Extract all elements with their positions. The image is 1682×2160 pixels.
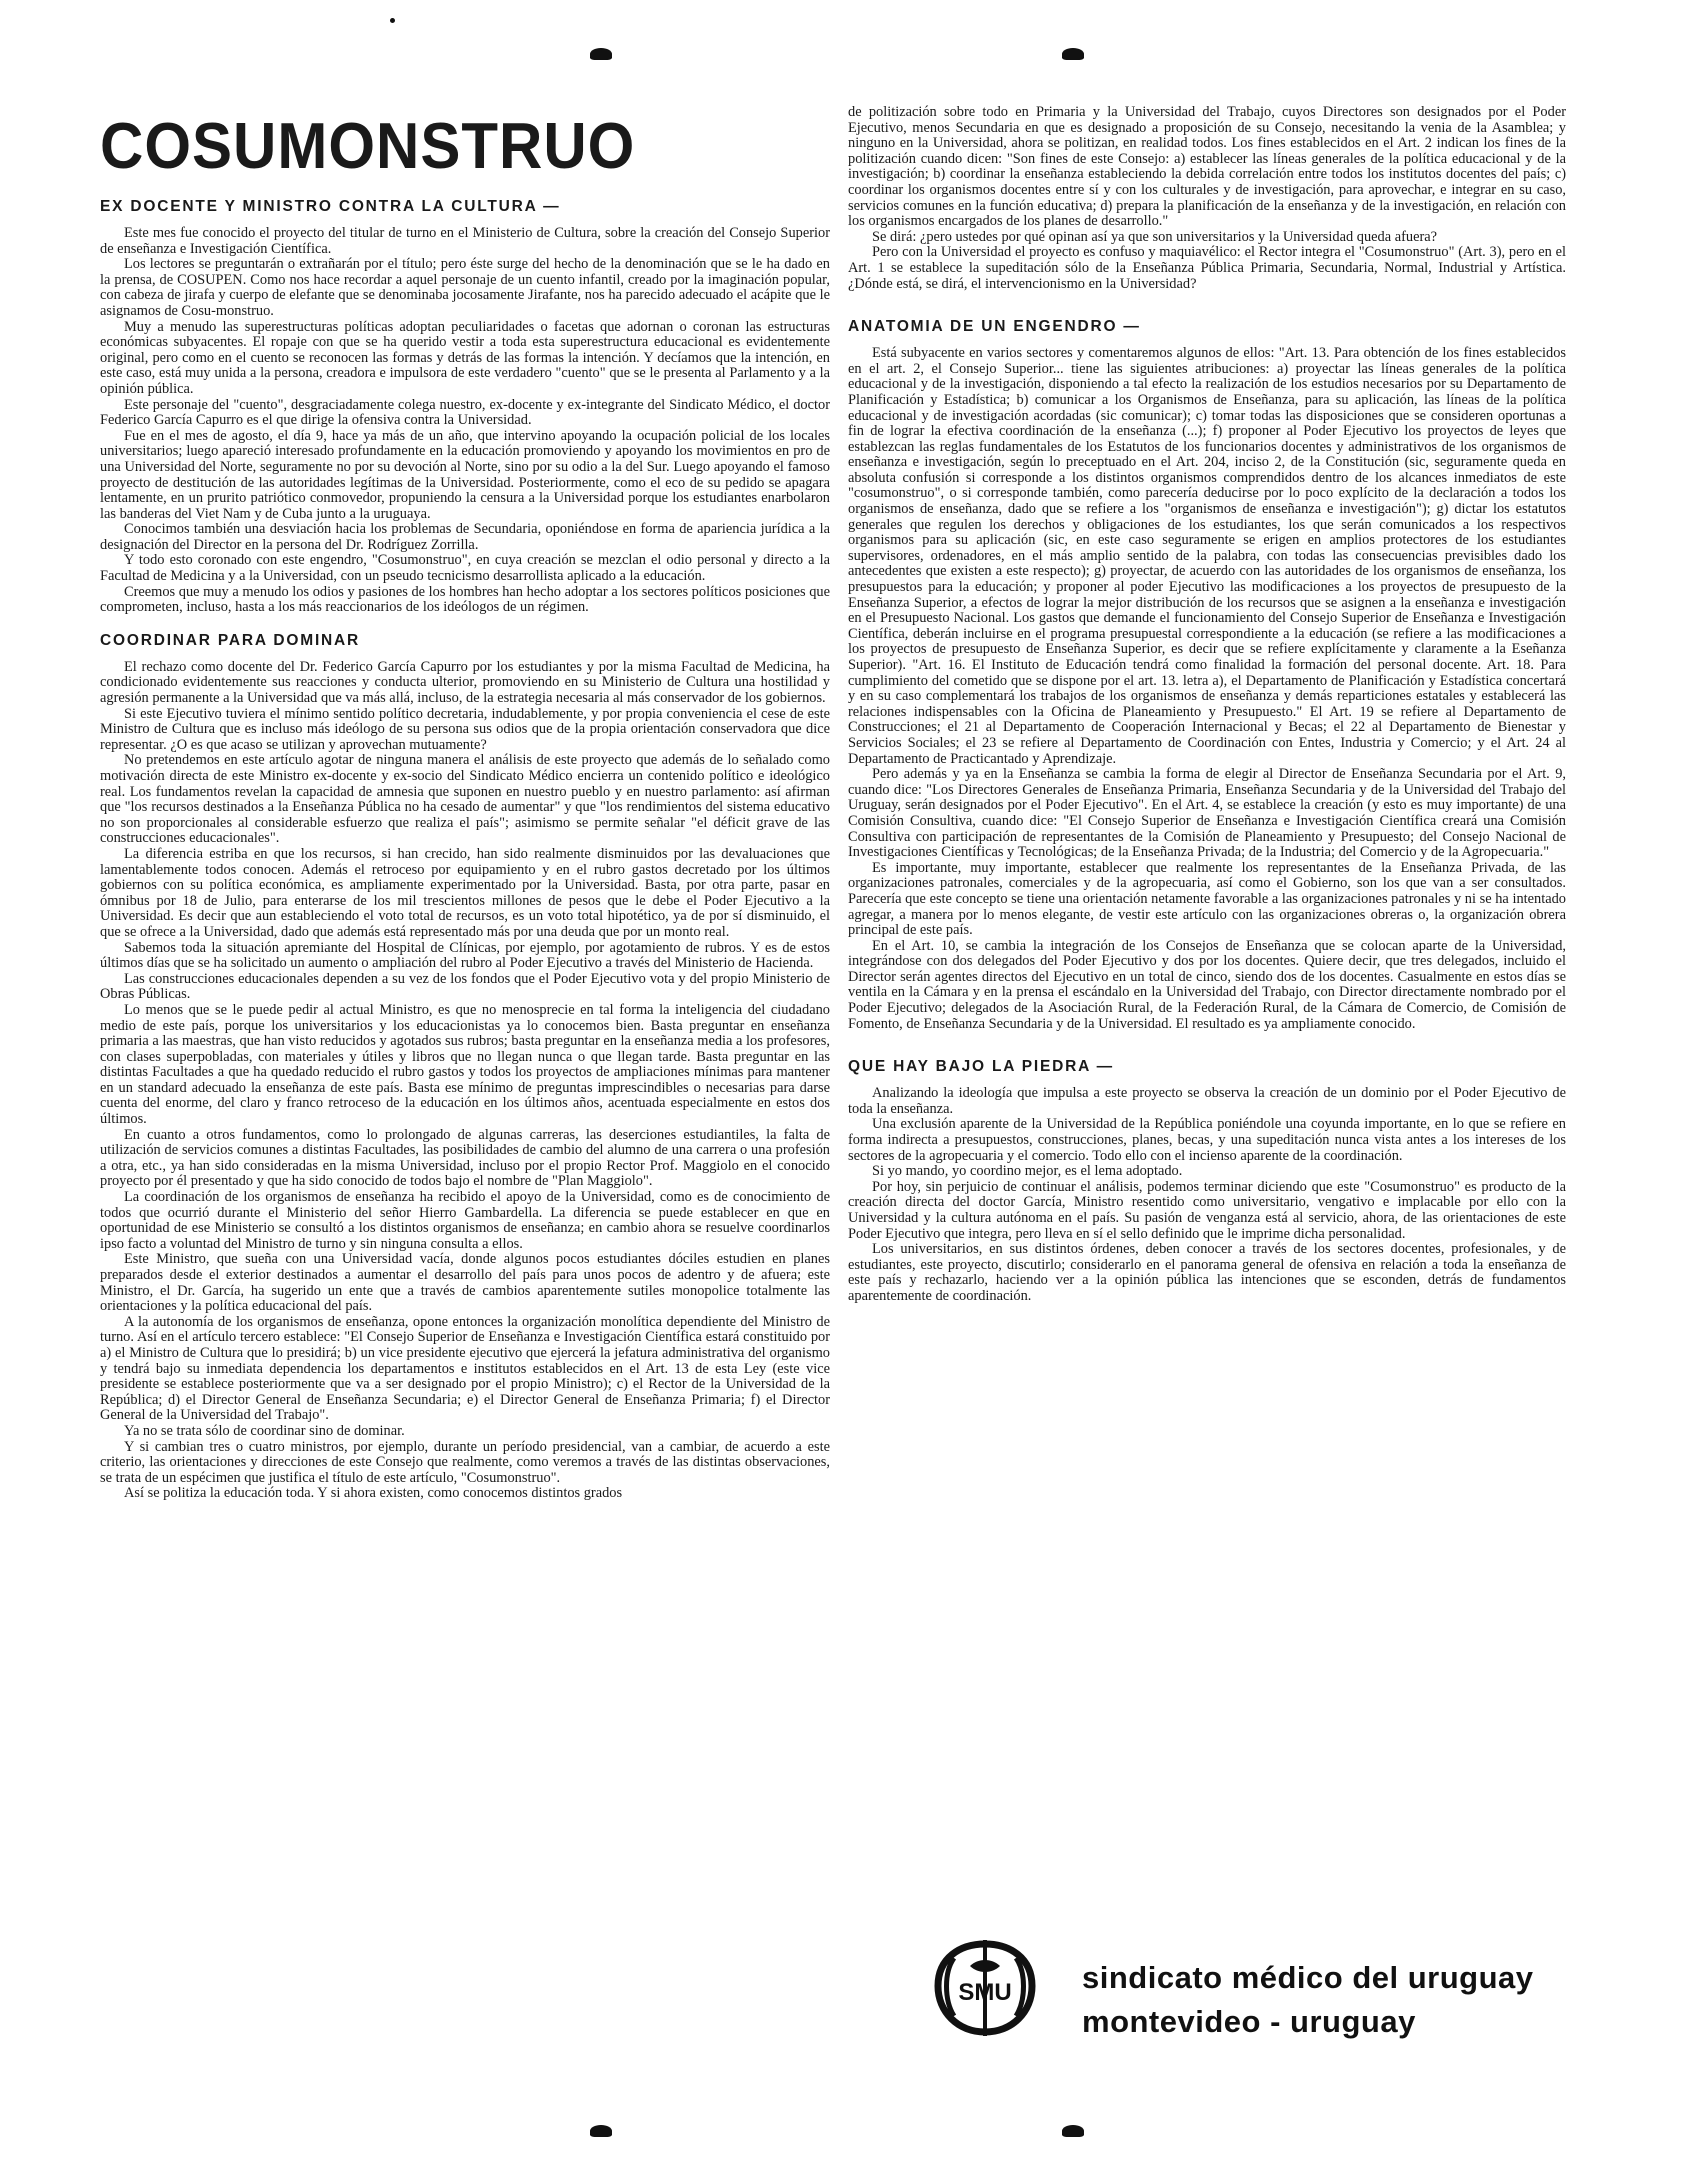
publisher-footer (930, 1938, 1570, 2058)
paragraph: En cuanto a otros fundamentos, como lo prolongado de algunas carreras, las deserciones estudiantiles, la falta de utilización de servicios comunes a distintas Facultades, las posibilidades de cambio del alumno de una carrera o una profesión a otra, etc., ya han sido consideradas en la misma Universidad, incluso por el propio Rector Prof. Maggiolo en el conocido proyecto por él presentado y que ha sido conocido de todos bajo el nombre de "Plan Maggiolo". (100, 1126, 830, 1190)
paragraph: No pretendemos en este artículo agotar de ninguna manera el análisis de este proyecto que además de lo señalado como motivación directa de este Ministro ex-docente y ex-socio del Sindicato Médico encierra un contenido político e ideológico real. Los fundamentos revelan la capacidad de amnesia que suponen en nuestro pueblo y en nuestro parlamento: así afirman que "los recursos destinados a la Enseñanza Pública no ha cesado de aumentar" y que "los rendimientos del sistema educativo no son proporcionales al considerable esfuerzo que realiza el país"; asimismo se permite señalar "el déficit grave de las construcciones educacionales". (100, 752, 830, 847)
paragraph: Ya no se trata sólo de coordinar sino de dominar. (124, 1422, 405, 1439)
paragraph: Una exclusión aparente de la Universidad de la República poniéndole una coyunda importante, en lo que se refiere en forma indirecta a presupuestos, construcciones, planes, becas, y una supeditación nunca vista antes a los intereses de los sectores de la agropecuaria y el comercio. Todo ello con el incienso aparente de la coordinación. (848, 1116, 1566, 1164)
section-heading-ex-docente: EX DOCENTE Y MINISTRO CONTRA LA CULTURA — (100, 198, 561, 215)
registration-mark-bottom-left (590, 2125, 612, 2137)
page-title: COSUMONSTRUO (100, 109, 636, 183)
right-column (848, 105, 1566, 1305)
smu-logo-icon (930, 1938, 1040, 2038)
section-heading-anatomia: ANATOMIA DE UN ENGENDRO — (848, 318, 1141, 336)
paragraph: Este Ministro, que sueña con una Universidad vacía, donde algunos pocos estudiantes dóciles estudien en planes preparados desde el exterior destinados a aumentar el desarrollo del país para unos pocos de adentro y de afuera; este Ministro, el Dr. García, ha sugerido un ente que a través de cambios aparentemente sutiles monopolice totalmente las orientaciones y la política educacional del país. (100, 1251, 830, 1315)
paragraph: En el Art. 10, se cambia la integración de los Consejos de Enseñanza que se colocan aparte de la Universidad, integrándose con dos delegados del Poder Ejecutivo y dos por los docentes. Quiere decir, que tres delegados, incluido el Director serán agentes directos del Ejecutivo en un total de cinco, siendo dos de los docentes. Casualmente en estos días se ventila en la Cámara y en la prensa el escándalo en la Universidad del Trabajo, con Director directamente nombrado por el Poder Ejecutivo; delegados de la Asociación Rural, de la Federación Rural, de la Cámara de Comercio, de Comisión de Fomento, de Enseñanza Secundaria y de la Universidad. El resultado es ya ampliamente conocido. (848, 937, 1566, 1032)
paragraph: Analizando la ideología que impulsa a este proyecto se observa la creación de un dominio por el Poder Ejecutivo de toda la enseñanza. (848, 1085, 1566, 1117)
left-column (100, 109, 830, 1502)
brand-text (1082, 1956, 1534, 2044)
paragraph: Pero con la Universidad el proyecto es confuso y maquiavélico: el Rector integra el "Cosumonstruo" (Art. 3), pero en el Art. 1 se establece la supeditación sólo de la Enseñanza Pública Primaria, Secundaria, Normal, Industrial y Artística. ¿Dónde está, se dirá, el intervencionismo en la Universidad? (848, 244, 1566, 292)
registration-mark-bottom-right (1062, 2125, 1084, 2137)
paragraph: Creemos que muy a menudo los odios y pasiones de los hombres han hecho adoptar a los sectores políticos posiciones que comprometen, incluso, hasta a los más reaccionarios de los ideólogos de un régimen. (100, 583, 830, 616)
section-body-coordinar-continued (848, 105, 1566, 292)
paragraph: Pero además y ya en la Enseñanza se cambia la forma de elegir al Director de Enseñanza Secundaria por el Art. 9, cuando dice: "Los Directores Generales de Enseñanza Primaria, Enseñanza Secundaria y de la Universidad del Trabajo del Uruguay, serán designados por el Poder Ejecutivo". En el Art. 4, se establece la creación (y esto es muy importante) de una Comisión Consultiva, cuando dice: "El Consejo Superior de Enseñanza e Investigación Científica creará una Comisión Consultiva con participación de representantes de la Comisión de Planeamiento y Presupuesto; del Consejo Nacional de Investigaciones Científicas y Tecnológicas; de la Enseñanza Privada; de la Industria; del Comercio y de la Agropecuaria." (848, 766, 1566, 861)
paragraph: Si este Ejecutivo tuviera el mínimo sentido político decretaria, indudablemente, y por propia conveniencia el cese de este Ministro de Cultura que es incluso más ideólogo de su persona sus odios que de la propia orientación conservadora que dice representar. ¿O es que acaso se utilizan y aprovechan mutuamente? (100, 705, 830, 753)
paragraph: Los lectores se preguntarán o extrañarán por el título; pero éste surge del hecho de la denominación que se le ha dado en la prensa, de COSUPEN. Como nos hace recordar a aquel personaje de un cuento infantil, creado por la imaginación popular, con cabeza de jirafa y cuerpo de elefante que se denominaba jocosamente Jirafante, nos ha parecido adecuado el acápite que le asignamos de Cosu-monstruo. (100, 256, 830, 319)
paragraph: El rechazo como docente del Dr. Federico García Capurro por los estudiantes y por la misma Facultad de Medicina, ha condicionado evidentemente sus reacciones y conducta ulterior, promoviendo en su Ministerio de Cultura una hostilidad y agresión permanente a la Universidad que va más allá, incluso, de la estrategia necesaria al más conservador de los gobiernos. (100, 658, 830, 707)
section-body-piedra (848, 1086, 1566, 1304)
paragraph: Por hoy, sin perjuicio de continuar el análisis, podemos terminar diciendo que este "Cosumonstruo" es producto de la creación directa del doctor García, Ministro resentido como universitario, vengativo e implacable por ello con la Universidad y la cultura autónoma en el país. Su pasión de venganza está al servicio, ahora, de las orientaciones de este Poder Ejecutivo que integra, pero lleva en sí el sello definido que le imprime dicha personalidad. (848, 1178, 1566, 1242)
paragraph: Se dirá: ¿pero ustedes por qué opinan así ya que son universitarios y la Universidad queda afuera? (872, 228, 1438, 245)
paragraph: Lo menos que se le puede pedir al actual Ministro, es que no menosprecie en tal forma la inteligencia del ciudadano medio de este país, porque los universitarios y los educacionistas ya lo conocemos bien. Basta preguntar en enseñanza primaria a las maestras, que han visto reducidos y agotados sus rubros; basta preguntar en la enseñanza media a los profesores, con clases superpobladas, con materiales y útiles y libros que no llegan nunca o que llegan tarde. Basta preguntar en las distintas Facultades a que ha quedado reducido el rubro gastos y todos los proyectos de ampliaciones mínimas para mantener en un standard adecuado la enseñanza de este país. Basta ese mínimo de preguntas imprescindibles o necesarias para darse cuenta del enorme, del claro y franco retroceso de la educación en los últimos años, acentuada especialmente en estos dos últimos. (100, 1001, 830, 1128)
paragraph: Está subyacente en varios sectores y comentaremos algunos de ellos: "Art. 13. Para obtención de los fines establecidos en el art. 2, el Consejo Superior... tiene las siguientes atribuciones: a) proyectar las líneas generales de la política educacional y de la investigación, disponiendo a tal efecto la realización de los estudios necesarios por su Departamento de Planificación y Estadística; b) comunicar a los Organismos de Enseñanza, para su aplicación, las líneas de la política educacional y de investigación acordadas (sic comunicar); c) tomar todas las disposiciones que se consideren oportunas a fin de lograr la efectiva coordinación de la enseñanza (...); f) proponer al Poder Ejecutivo los proyectos de leyes que establezcan las reglas fundamentales de los Estatutos de los funcionarios docentes y administrativos de los organismos de enseñanza e investigación, según lo preceptuado en el Art. 204, inciso 2, de la Constitución (sic, seguramente queda en absoluta confusión si corresponde a los distintos organismos comprendidos dentro de los alcances inmediatos de este "cosumonstruo", o si corresponde también, como parecería deducirse por lo poco explícito de la declaración a todos los organismos de enseñanza, dado que se refiere a los "organismos de enseñanza e investigación"); g) dictar los estatutos generales que regulen los derechos y obligaciones de los estudiantes, los que serán comunicados a los respectivos organismos para su aplicación (sic, en este caso seguramente se erigen en amplios protectores de los estudiantes supervisores, ordenadores, en el más amplio sentido de la palabra, con todas las consecuencias previsibles dado los antecedentes que existen a este respecto); g) proyectar, de acuerdo con las autoridades de los organismos de enseñanza, los presupuestos para la educación; y proponer al poder Ejecutivo las modificaciones a los proyectos de presupuesto de la Enseñanza Superior, a efectos de lograr la mejor distribución de los recursos que se asignen a la enseñanza e investigación en el Presupuesto Nacional. Los gastos que demande el funcionamiento del Consejo Superior de Enseñanza e Investigación Científica, deberán incluirse en el programa presupuestal correspondiente a la educación (se refiere a las modificaciones a los proyectos de presupuesto de Enseñanza Superior, es decir que se refiere explícitamente y claramente a la Eseñanza Superior). "Art. 16. El Instituto de Educación tendrá como finalidad la formación del personal docente. Art. 18. Para cumplimiento del cometido que se dispone por el art. 13. letra a), el Departamento de Planificación y Estadística concertará y en su caso complementará los trabajos de los organismos de enseñanza y demás reparticiones estatales y establecerá las relaciones indispensables con la Oficina de Planeamiento y Presupuesto." El Art. 19 se refiere al Departamento de Construcciones; el 21 al Departamento de Cooperación Internacional y Becas; el 22 al Departamento de Bienestar y Servicios Sociales; el 23 se refiere al Departamento de Coordinación con Entes, Industria y Comercio; y el Art. 24 al Departamento de Practicantado y Aprendizaje. (848, 345, 1566, 767)
paragraph: La diferencia estriba en que los recursos, si han crecido, han sido realmente disminuidos por las devaluaciones que lamentablemente todos conocen. Además el retroceso por equipamiento y en el rubro gastos decretado por los últimos gobiernos con su política económica, es ampliamente experimentado por la Universidad. Basta, por otra parte, pasar en ómnibus por 18 de Julio, para enterarse de los mil trescientos millones de pesos que le debe el Poder Ejecutivo a la Universidad. Es decir que aun estableciendo el voto total de recursos, es un voto total hipotético, ya de por sí disminuido, el que se ofrece a la Universidad, dado que además está representado más por una deuda que por un monto real. (100, 845, 830, 940)
logo-letters: SMU (958, 1979, 1012, 2006)
section-heading-piedra: QUE HAY BAJO LA PIEDRA — (848, 1058, 1114, 1076)
paragraph: Fue en el mes de agosto, el día 9, hace ya más de un año, que intervino apoyando la ocupación policial de los locales universitarios; luego apareció interesado profundamente en la educación promoviendo y apoyando los movimientos en pro de una Universidad del Norte, seguramente no por su devoción al Norte, sino por su odio a la del Sur. Luego apoyando el famoso proyecto de destitución de las autoridades legítimas de la Universidad. Posteriormente, como el eco de su pedido se apagara lentamente, en un prurito patriótico conmovedor, propuniendo la censura a la Universidad porque los estudiantes enarbolaron las banderas del Viet Nam y de Cuba junto a la uruguaya. (100, 427, 830, 522)
paragraph: A la autonomía de los organismos de enseñanza, opone entonces la organización monolítica dependiente del Ministro de turno. Así en el artículo tercero establece: "El Consejo Superior de Enseñanza e Investigación Científica estará constituido por a) el Ministro de Cultura que lo presidirá; b) un vice presidente ejecutivo que ejercerá la jefatura administrativa del organismo y tendrá bajo su inmediata dependencia los departamentos e institutos establecidos en el Art. 13 de esta Ley (este vice presidente se establece posteriormente que va a ser designado por el propio Ministro); c) el Rector de la Universidad de la República; d) el Director General de Enseñanza Secundaria; e) el Director General de Enseñanza Primaria; f) el Director General de la Universidad del Trabajo". (100, 1313, 830, 1424)
registration-mark-top-left (590, 48, 612, 60)
paragraph: Este personaje del "cuento", desgraciadamente colega nuestro, ex-docente y ex-integrante del Sindicato Médico, el doctor Federico García Capurro es el que dirige la ofensiva contra la Universidad. (100, 396, 830, 429)
brand-line-2: montevideo - uruguay (1082, 2004, 1416, 2039)
paragraph: Así se politiza la educación toda. Y si ahora existen, como conocemos distintos grados (124, 1485, 623, 1502)
section-body-anatomia (848, 346, 1566, 1032)
paragraph: Los universitarios, en sus distintos órdenes, deben conocer a través de los sectores docentes, profesionales, y de estudiantes, este proyecto, discutirlo; considerarlo en el panorama general de ofensiva en relación a toda la enseñanza de este país y rechazarlo, haciendo ver a la opinión pública las intenciones que se esconden, detrás de fundamentos aparentemente de coordinación. (848, 1241, 1566, 1304)
paragraph: Las construcciones educacionales dependen a su vez de los fondos que el Poder Ejecutivo vota y del propio Ministerio de Obras Públicas. (100, 970, 830, 1003)
brand-line-1: sindicato médico del uruguay (1082, 1960, 1534, 1995)
paragraph: Y todo esto coronado con este engendro, "Cosumonstruo", en cuya creación se mezclan el odio personal y directo a la Facultad de Medicina y a la Universidad, con un pseudo tecnicismo desarrollista aplicado a la educación. (100, 552, 830, 585)
paragraph: Es importante, muy importante, establecer que realmente los representantes de la Enseñanza Privada, de las organizaciones patronales, comerciales y de la agropecuaria, así como el Gobierno, son los que van a ser consultados. Parecería que este concepto se tiene una orientación netamente favorable a las organizaciones patronales y ni se ha intentado agregar, a manera por lo menos elegante, de vestir este artículo con las organizaciones obreras o, la organización obrera principal de este país. (848, 859, 1566, 939)
paragraph: Muy a menudo las superestructuras políticas adoptan peculiaridades o facetas que adornan o coronan las estructuras económicas subyacentes. El ropaje con que se ha querido vestir a toda esta superestructura educacional es evidentemente original, pero como en el cuento se reconocen las formas y detrás de las formas la intención. Y decíamos que la intención, en este caso, está muy unida a la persona, creadora e impulsora de este verdadero "cuento" que se le presenta al Parlamento y a la opinión pública. (100, 318, 830, 397)
paragraph: Conocimos también una desviación hacia los problemas de Secundaria, oponiéndose en forma de apariencia jurídica a la designación del Director en la persona del Dr. Rodríguez Zorrilla. (100, 521, 830, 553)
section-heading-coordinar: COORDINAR PARA DOMINAR (100, 631, 361, 649)
paragraph: Si yo mando, yo coordino mejor, es el lema adoptado. (872, 1163, 1183, 1180)
paragraph: La coordinación de los organismos de enseñanza ha recibido el apoyo de la Universidad, como es de conocimiento de todos que ocurrió durante el Ministerio del señor Hierro Gambardella. La diferencia se puede establecer en que en oportunidad de ese Ministerio se consultó a los distintos organismos de enseñanza; en cambio ahora se resuelve coordinarlos ipso facto a voluntad del Ministro de turno y sin ninguna consulta a ellos. (100, 1189, 830, 1252)
section-body-ex-docente (100, 226, 830, 616)
paragraph: Sabemos toda la situación apremiante del Hospital de Clínicas, por ejemplo, por agotamiento de rubros. Y es de estos últimos días que se ha solicitado un aumento o ampliación del rubro al Poder Ejecutivo a través del Ministerio de Hacienda. (100, 939, 830, 972)
paragraph: Y si cambian tres o cuatro ministros, por ejemplo, durante un período presidencial, van a cambiar, de acuerdo a este criterio, las orientaciones y direcciones de este Consejo que realmente, como veremos a través de las distintas observaciones, se trata de un espécimen que justifica el título de este artículo, "Cosumonstruo". (100, 1438, 830, 1486)
section-body-coordinar (100, 660, 830, 1502)
paragraph: de politización sobre todo en Primaria y la Universidad del Trabajo, cuyos Directores son designados por el Poder Ejecutivo, menos Secundaria en que es designado a proposición de su Consejo, necesitando la venia de la Asamblea; y ninguno en la Universidad, ahora se politizan, en realidad todos. Los fines establecidos en el Art. 2 indican los fines de la politización cuando dicen: "Son fines de este Consejo: a) establecer las líneas generales de la política educacional y de la investigación; b) coordinar la enseñanza estableciendo la debida correlación entre todos los institutos docentes del país; c) coordinar los organismos docentes entre sí y con los culturales y de investigación, para aprovechar, e integrar en su caso, servicios comunes en la función educativa; d) prepara la planificación de la enseñanza y de la investigación, en relación con los organismos encargados de los planes de desarrollo." (848, 104, 1566, 230)
paragraph: Este mes fue conocido el proyecto del titular de turno en el Ministerio de Cultura, sobre la creación del Consejo Superior de enseñanza e Investigación Científica. (100, 225, 830, 257)
registration-mark-top-right (1062, 48, 1084, 60)
scan-speck (390, 18, 395, 23)
